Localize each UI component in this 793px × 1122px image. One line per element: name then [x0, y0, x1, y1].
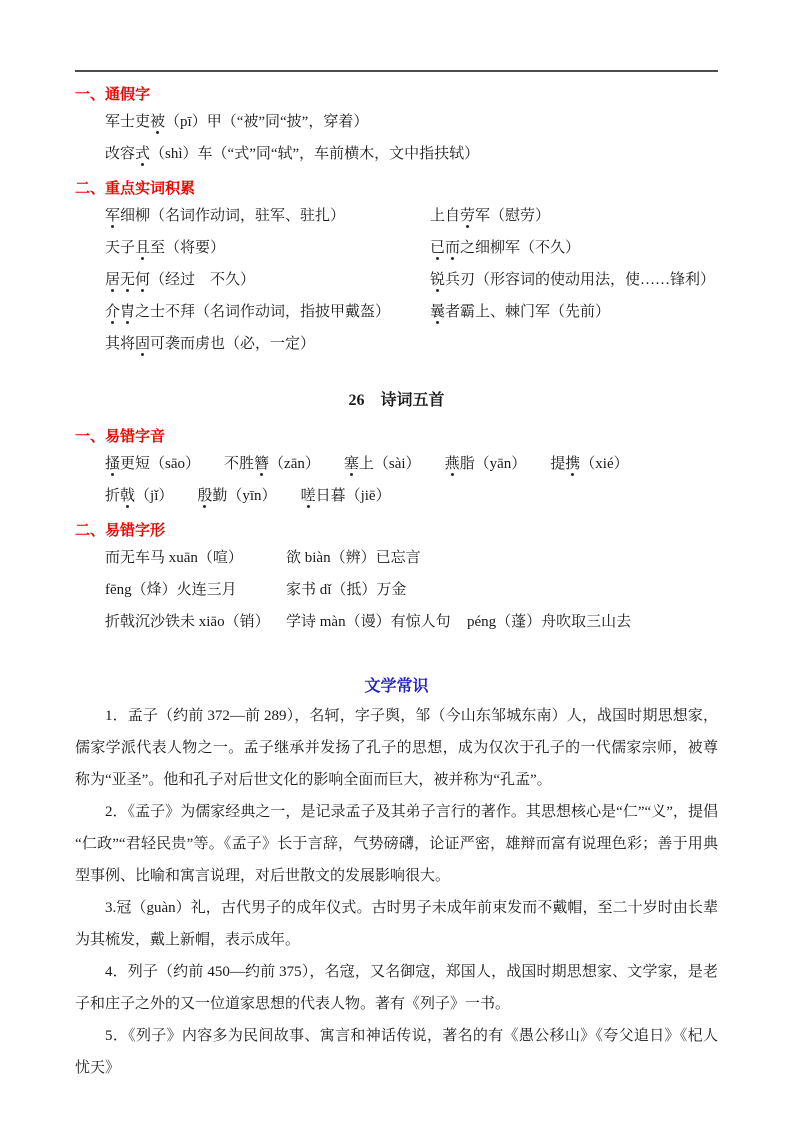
text-segment: 至（将要） [150, 240, 226, 256]
term-item [105, 542, 280, 574]
literature-paragraph: 3.冠（guàn）礼，古代男子的成年仪式。古时男子未成年前束发而不戴帽，至二十岁时由长辈为其梳发，戴上新帽，表示成年。 [75, 900, 718, 948]
tongjiazi-line [105, 106, 718, 138]
term-item [105, 480, 173, 512]
term-cell [430, 264, 718, 296]
text-segment: 之细柳军（不久） [460, 240, 581, 256]
text-segment: 燕 [444, 456, 460, 472]
shici-table [105, 200, 718, 360]
term-cell [430, 328, 718, 360]
text-segment: 介 [105, 304, 121, 320]
text-segment: （pī）甲（“被”同“披”，穿着） [165, 114, 369, 130]
text-segment: 提 [550, 456, 566, 472]
term-cell [105, 296, 430, 328]
term-cell [105, 232, 430, 264]
text-segment: 锐 [430, 272, 446, 288]
table-row [105, 264, 718, 296]
term-cell [105, 200, 430, 232]
text-segment: 嗟 [300, 488, 316, 504]
text-segment: 居 [105, 272, 121, 288]
text-segment: 改容 [105, 146, 136, 162]
text-segment: 其将 [105, 336, 136, 352]
term-item [286, 606, 461, 638]
section-heading-shici: 二、重点实词积累 [75, 181, 196, 197]
term-cell [430, 232, 718, 264]
term-item [445, 448, 527, 480]
text-segment: 戟 [120, 488, 136, 504]
text-segment: 细柳（名词作动词，驻军、驻扎） [120, 208, 346, 224]
text-segment: 学诗 màn（谩）有惊人句 [286, 614, 451, 630]
literature-paragraph: 4．列子（约前 450—约前 375），名寇，又名御寇，郑国人，战国时期思想家、文学家，是老子和庄子之外的又一位道家思想的代表人物。著有《列子》一书。 [75, 964, 718, 1012]
text-segment: 军（慰劳） [475, 208, 551, 224]
pinyin-row [105, 480, 718, 512]
tongjiazi-line [105, 138, 718, 170]
table-row [105, 232, 718, 264]
glyph-row [105, 574, 718, 606]
text-segment: 日暮（jiē） [315, 488, 391, 504]
term-item [224, 448, 320, 480]
text-segment: 且 [135, 240, 151, 256]
text-segment: 而无车马 xuān（喧） [105, 550, 243, 566]
text-segment: 欲 biàn（辨）已忘言 [286, 550, 421, 566]
text-segment: 已 [430, 240, 446, 256]
text-segment: 兵刃（形容词的使动用法，使……锋利） [445, 272, 716, 288]
table-row [105, 296, 718, 328]
text-segment: 曩 [430, 304, 446, 320]
text-segment: 簪 [254, 456, 270, 472]
term-item [105, 574, 280, 606]
literature-paragraph: 1．孟子（约前 372—前 289），名轲，字子舆，邹（今山东邹城东南）人，战国时期思想家，儒家学派代表人物之一。孟子继承并发扬了孔子的思想，成为仅次于孔子的一代儒家宗师，被尊称为“亚圣”。他和孔子对后世文化的影响全面而巨大，被并称为“孔孟”。 [75, 708, 718, 788]
text-segment: （经过 不久） [150, 272, 256, 288]
text-segment: 搔 [105, 456, 121, 472]
text-segment: （jǐ） [135, 488, 174, 504]
text-segment: 被 [150, 114, 166, 130]
text-segment: 而 [445, 240, 461, 256]
glyph-row [105, 606, 718, 638]
text-segment: 家书 dǐ（抵）万金 [286, 582, 407, 598]
text-segment: 携 [565, 456, 581, 472]
text-segment: 塞 [343, 456, 359, 472]
text-segment: 固 [135, 336, 151, 352]
text-segment: 上自 [430, 208, 461, 224]
text-segment: （xié） [580, 456, 629, 472]
term-item [301, 480, 391, 512]
term-cell [105, 328, 430, 360]
term-item [105, 606, 280, 638]
text-segment: 军士吏 [105, 114, 151, 130]
text-segment: （shì）车（“式”同“轼”，车前横木，文中指扶轼） [150, 146, 480, 162]
literature-paragraph: 5．《列子》内容多为民间故事、寓言和神话传说，著名的有《愚公移山》《夸父追日》《杞人忧天》 [75, 1028, 718, 1076]
text-segment: （zān） [269, 456, 320, 472]
text-segment: 胄 [120, 304, 136, 320]
header-rule [75, 70, 718, 72]
text-segment: 上（sài） [358, 456, 421, 472]
text-segment: 式 [135, 146, 151, 162]
pinyin-row [105, 448, 718, 480]
term-item [286, 574, 461, 606]
term-item [550, 448, 628, 480]
text-segment: 之士不拜（名词作动词，指披甲戴盔） [135, 304, 391, 320]
term-item [344, 448, 421, 480]
table-row [105, 328, 718, 360]
term-cell [105, 264, 430, 296]
term-item [197, 480, 276, 512]
text-segment: 折 [105, 488, 121, 504]
text-segment: 更短（sāo） [120, 456, 201, 472]
section-heading-tongjiazi: 一、通假字 [75, 87, 151, 103]
text-segment: 殷 [197, 488, 213, 504]
text-segment: 何 [135, 272, 151, 288]
literature-paragraph: 2．《孟子》为儒家经典之一，是记录孟子及其弟子言行的著作。其思想核心是“仁”“义”，提倡“仁政”“君轻民贵”等。《孟子》长于言辞，气势磅礴，论证严密，雄辩而富有说理色彩；善于用典型事例、比喻和寓言说理，对后世散文的发展影响很大。 [75, 804, 718, 884]
text-segment: 天子 [105, 240, 136, 256]
text-segment: 劳 [460, 208, 476, 224]
text-segment: 军 [105, 208, 121, 224]
term-item [286, 542, 461, 574]
section-heading-xing: 二、易错字形 [75, 523, 166, 539]
lesson-title: 26 诗词五首 [348, 392, 445, 409]
text-segment: 勤（yīn） [212, 488, 277, 504]
term-item [105, 448, 200, 480]
text-segment: 可袭而虏也（必，一定） [150, 336, 316, 352]
term-item [467, 606, 642, 638]
text-segment: fēng（烽）火连三月 [105, 582, 237, 598]
term-cell [430, 200, 718, 232]
text-segment: 者霸上、棘门军（先前） [445, 304, 611, 320]
text-segment: 无 [120, 272, 136, 288]
text-segment: péng（蓬）舟吹取三山去 [467, 614, 632, 630]
literature-title: 文学常识 [364, 678, 429, 695]
term-cell [430, 296, 718, 328]
literature-section [75, 700, 718, 1084]
section-heading-yin: 一、易错字音 [75, 429, 166, 445]
text-segment: 不胜 [224, 456, 255, 472]
table-row [105, 200, 718, 232]
text-segment: 折戟沉沙铁未 xiāo（销） [105, 614, 270, 630]
text-segment: 脂（yān） [459, 456, 527, 472]
glyph-row [105, 542, 718, 574]
